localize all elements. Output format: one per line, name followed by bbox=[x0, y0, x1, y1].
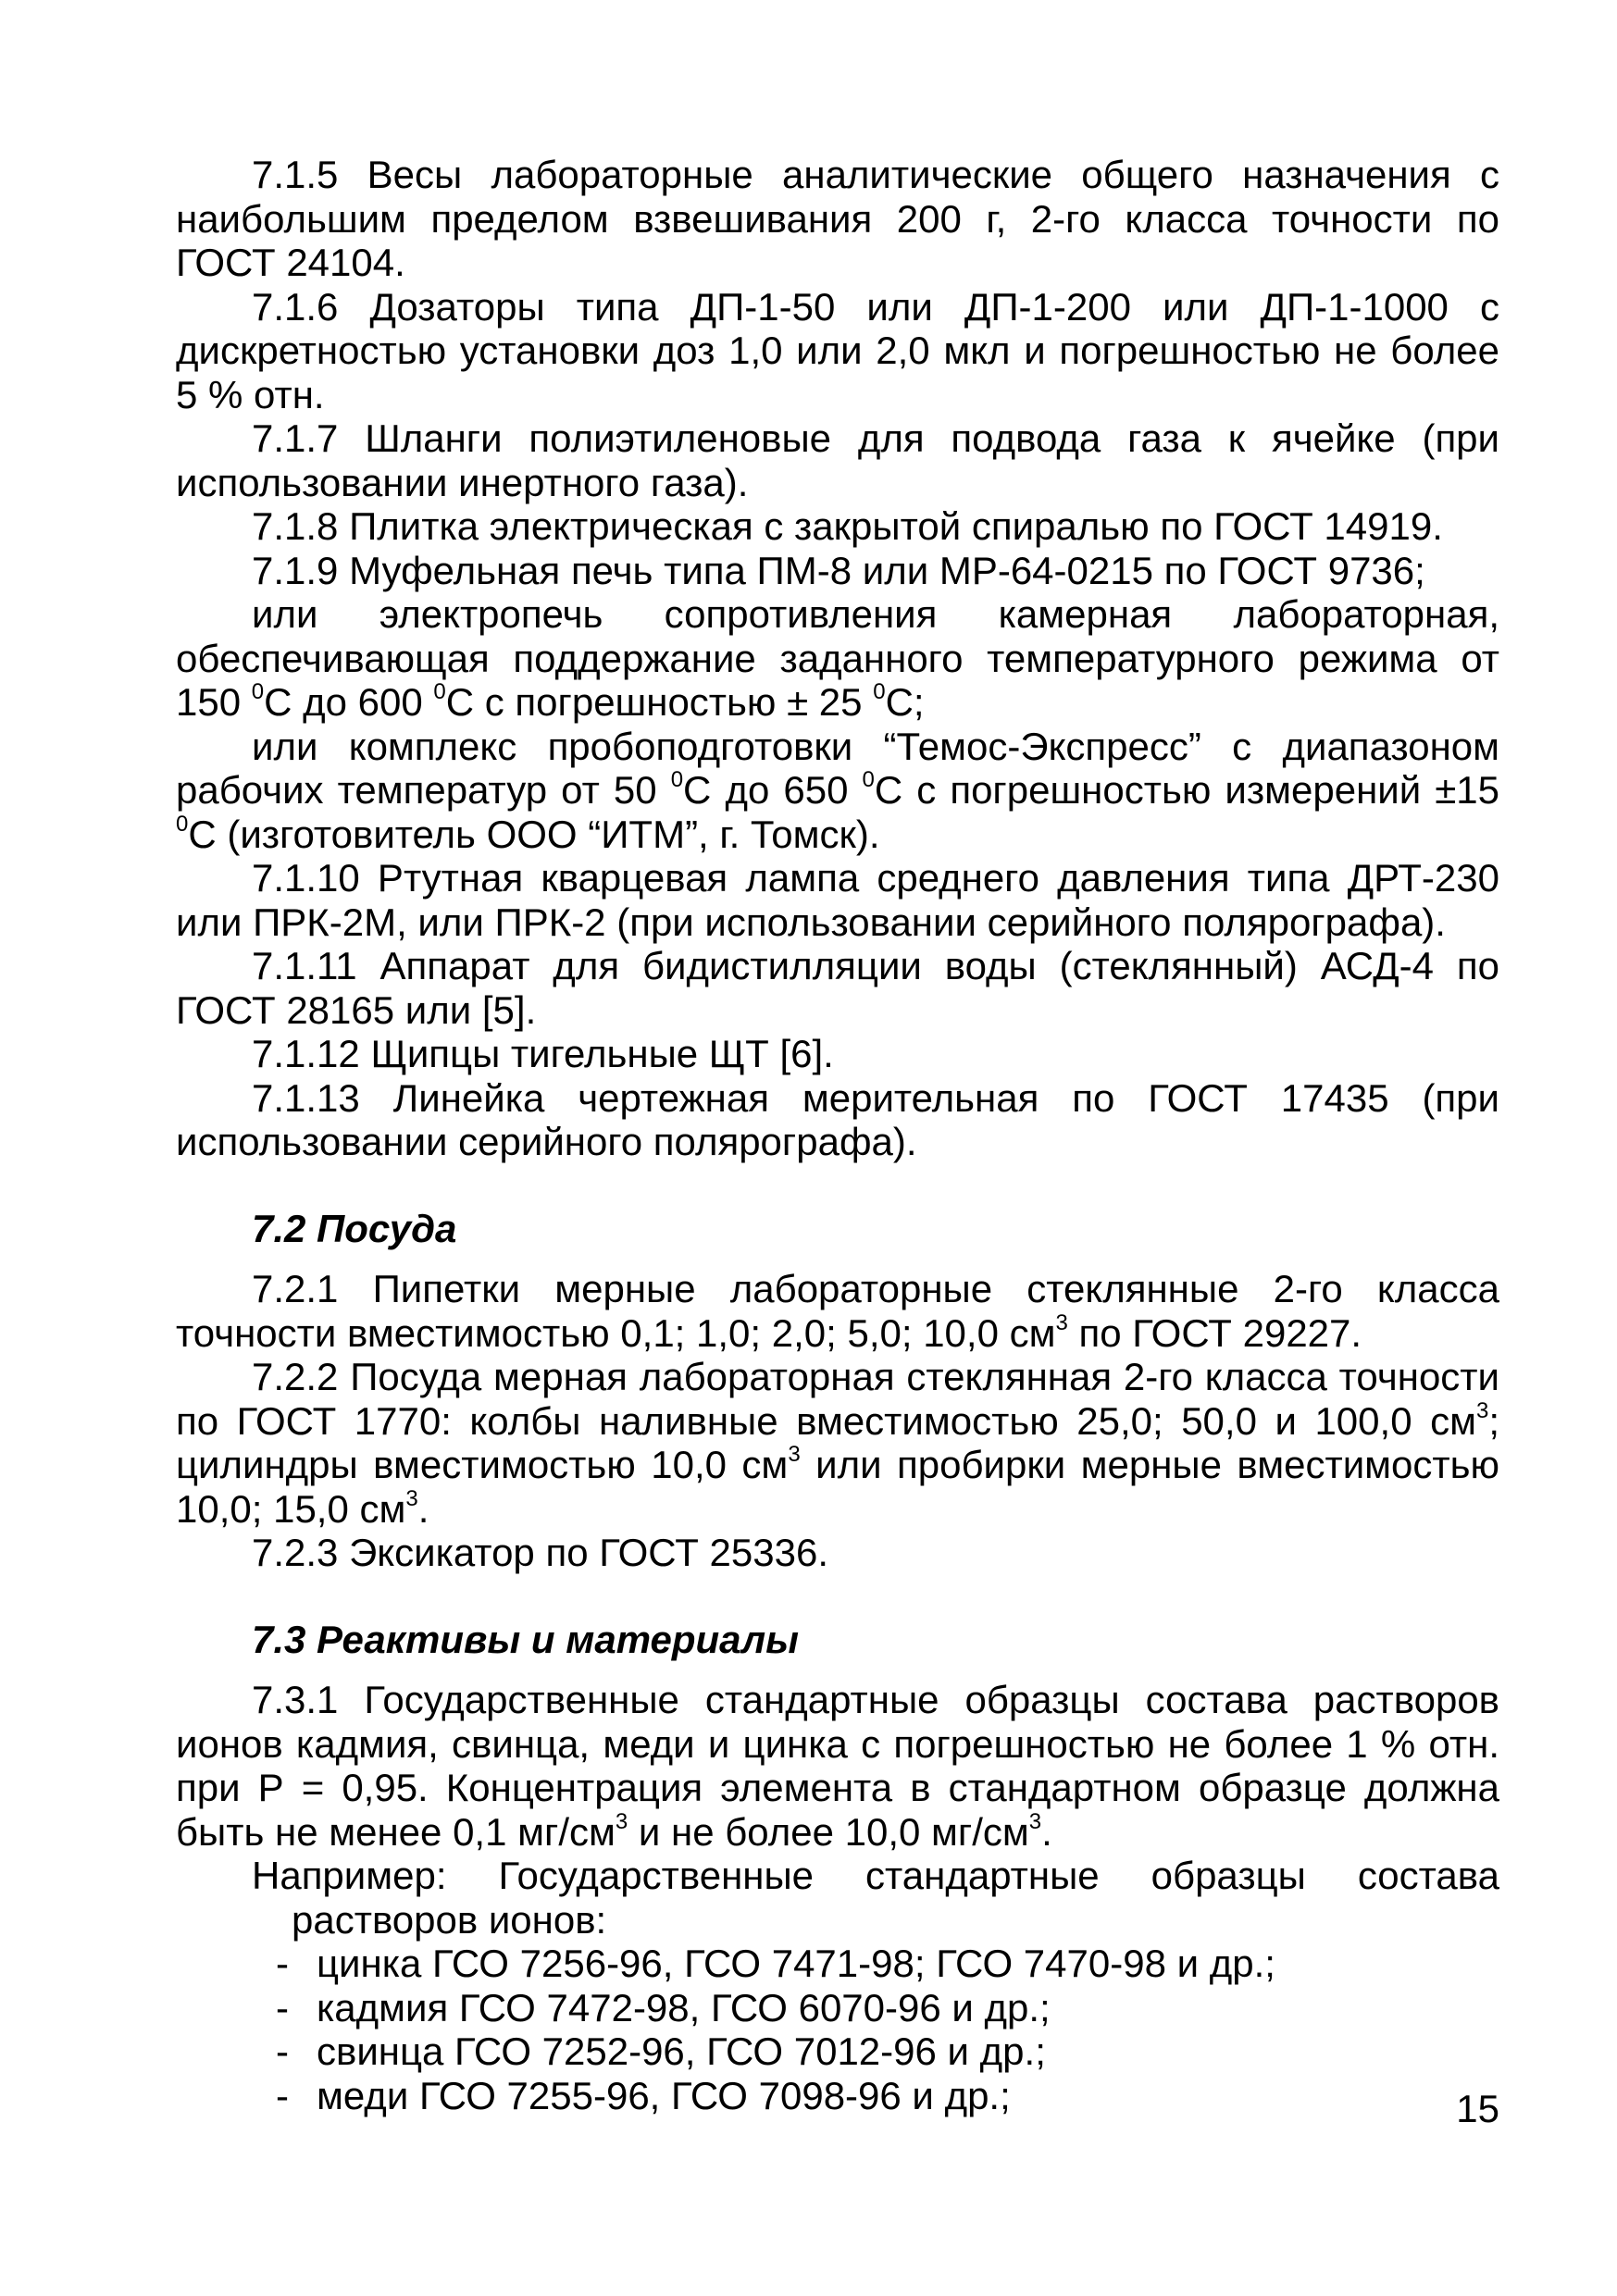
list-item: - меди ГСО 7255-96, ГСО 7098-96 и др.; bbox=[276, 2073, 1011, 2117]
paragraph-7-1-5: 7.1.5 Весы лабораторные аналитические общего назначения с наибольшим пределом взвешивания 200 г, 2-го класса точности по ГОСТ 24104. bbox=[176, 153, 1499, 284]
paragraph-7-1-6: 7.1.6 Дозаторы типа ДП-1-50 или ДП-1-200 или ДП-1-1000 с дискретностью установки доз 1,0 или 2,0 мкл и погрешностью не более 5 % отн. bbox=[176, 284, 1499, 416]
paragraph-7-2-3: 7.2.3 Эксикатор по ГОСТ 25336. bbox=[252, 1531, 829, 1574]
page-number: 15 bbox=[1456, 2087, 1499, 2130]
list-item: - свинца ГСО 7252-96, ГСО 7012-96 и др.; bbox=[276, 2029, 1046, 2073]
heading-7-2: 7.2 Посуда bbox=[252, 1206, 457, 1250]
paragraph-7-1-10: 7.1.10 Ртутная кварцевая лампа среднего давления типа ДРТ-230 или ПРК-2М, или ПРК-2 (при использовании серийного полярографа). bbox=[176, 856, 1499, 944]
list-item: - цинка ГСО 7256-96, ГСО 7471-98; ГСО 7470-98 и др.; bbox=[276, 1942, 1275, 1985]
section-7-1-items bbox=[176, 153, 1499, 2117]
paragraph-example: Например: Государственные стандартные образцы состава растворов ионов: bbox=[252, 1854, 1499, 1942]
paragraph-7-1-13: 7.1.13 Линейка чертежная мерительная по ГОСТ 17435 (при использовании серийного полярографа). bbox=[176, 1075, 1499, 1163]
paragraph-7-1-12: 7.1.12 Щипцы тигельные ЩТ [6]. bbox=[252, 1032, 834, 1075]
paragraph-7-1-9: 7.1.9 Муфельная печь типа ПМ-8 или МР-64-0215 по ГОСТ 9736; bbox=[252, 548, 1425, 592]
heading-7-3: 7.3 Реактивы и материалы bbox=[252, 1617, 800, 1661]
paragraph-7-1-11: 7.1.11 Аппарат для бидистилляции воды (стеклянный) АСД-4 по ГОСТ 28165 или [5]. bbox=[176, 944, 1499, 1032]
list-dash: - bbox=[276, 1985, 289, 2029]
paragraph-7-1-9-complex: или комплекс пробоподготовки “Темос-Экспресс” с диапазоном рабочих температур от 50 $^0$С до 650 $^0$С с погрешностью измерений ±15 $^0$С (изготовитель ООО “ИТМ”, г. Томск). bbox=[176, 724, 1500, 856]
list-dash: - bbox=[276, 2073, 289, 2117]
list-dash: - bbox=[276, 1942, 289, 1985]
list-item: - кадмия ГСО 7472-98, ГСО 6070-96 и др.; bbox=[276, 1985, 1051, 2029]
paragraph-7-2-2: 7.2.2 Посуда мерная лабораторная стеклянная 2-го класса точности по ГОСТ 1770: колбы наливные вместимостью 25,0; 50,0 и 100,0 $см^3$; цилиндры вместимостью 10,0 $см^3$ или пробирки мерные вместимостью 10,0; 15,0 $см^3$. bbox=[176, 1355, 1500, 1531]
paragraph-7-1-8: 7.1.8 Плитка электрическая с закрытой спиралью по ГОСТ 14919. bbox=[252, 504, 1443, 548]
paragraph-7-2-1: 7.2.1 Пипетки мерные лабораторные стеклянные 2-го класса точности вместимостью 0,1; 1,0; 2,0; 5,0; 10,0 $см^3$ по ГОСТ 29227. bbox=[176, 1267, 1499, 1355]
paragraph-7-1-9-furnace: или электропечь сопротивления камерная лабораторная, обеспечивающая поддержание заданного температурного режима от 150 $^0$С до 600 $^0$С с погрешностью ± 25 $^0$С; bbox=[176, 592, 1499, 724]
paragraph-7-1-7: 7.1.7 Шланги полиэтиленовые для подвода газа к ячейке (при использовании инертного газа). bbox=[176, 416, 1499, 504]
paragraph-7-3-1: 7.3.1 Государственные стандартные образцы состава растворов ионов кадмия, свинца, меди и цинка с погрешностью не более 1 % отн. при Р = 0,95. Концентрация элемента в стандартном образце должна быть не менее 0,1 $мг/см^3$ и не более 10,0 $мг/см^3$. bbox=[176, 1678, 1499, 1854]
list-dash: - bbox=[276, 2029, 289, 2073]
